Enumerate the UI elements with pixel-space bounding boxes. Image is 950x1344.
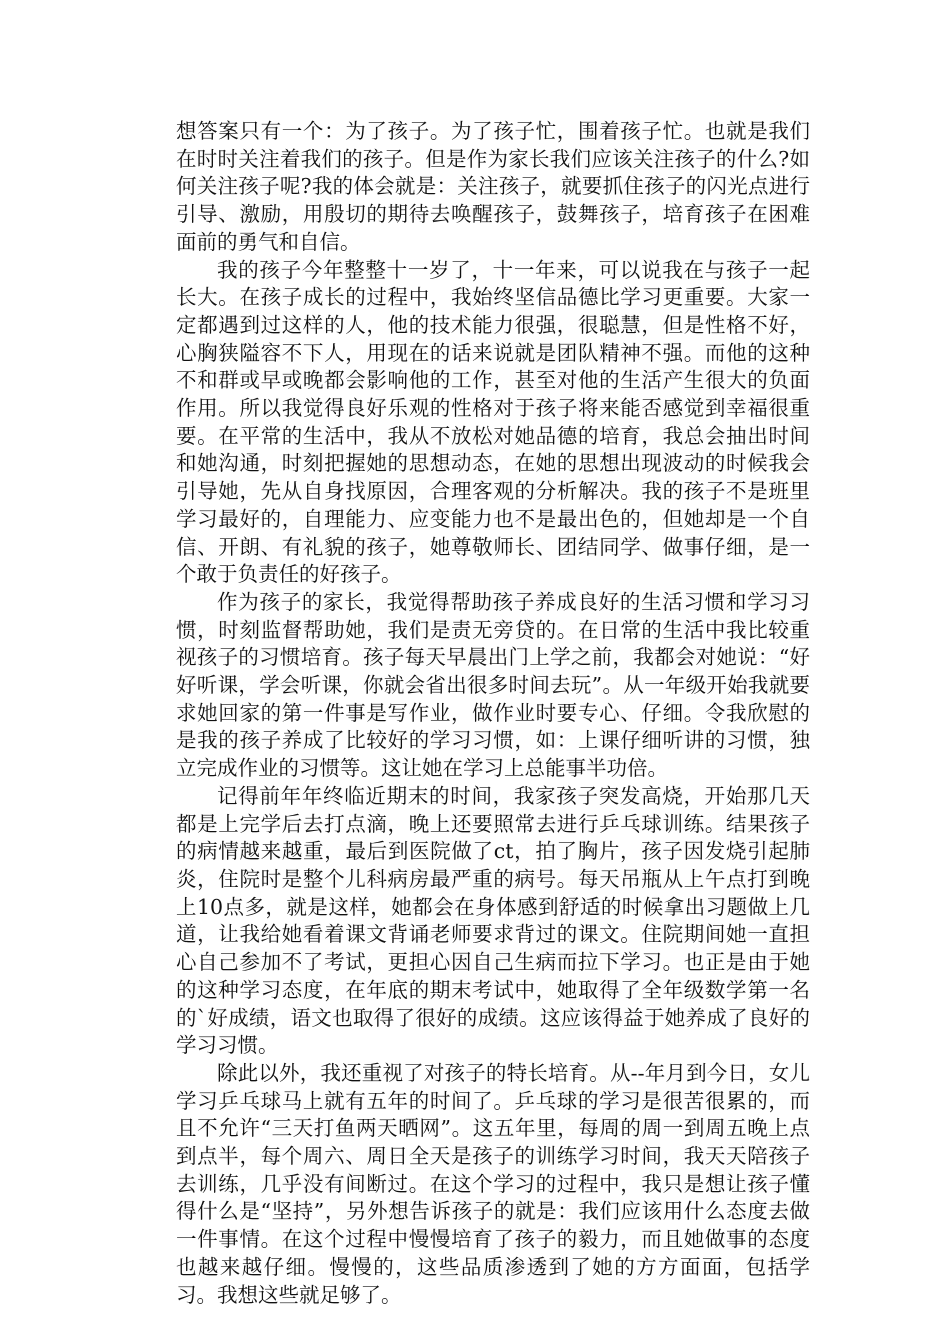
paragraph-1: 想答案只有一个：为了孩子。为了孩子忙，围着孩子忙。也就是我们在时时关注着我们的孩子。但是作为家长我们应该关注孩子的什么?如何关注孩子呢?我的体会就是：关注孩子，就要抓住孩子的闪光点进行引导、激励，用殷切的期待去唤醒孩子，鼓舞孩子，培育孩子在困难面前的勇气和自信。 <box>176 119 810 254</box>
document-body <box>176 118 810 1309</box>
paragraph-4: 记得前年年终临近期末的时间，我家孩子突发高烧，开始那几天都是上完学后去打点滴，晚上还要照常去进行乒乓球训练。结果孩子的病情越来越重，最后到医院做了ct，拍了胸片，孩子因发烧引起肺炎，住院时是整个儿科病房最严重的病号。每天吊瓶从上午点打到晚上10点多，就是这样，她都会在身体感到舒适的时候拿出习题做上几道，让我给她看着课文背诵老师要求背过的课文。住院期间她一直担心自己参加不了考试，更担心因自己生病而拉下学习。也正是由于她的这种学习态度，在年底的期末考试中，她取得了全年级数学第一名的`好成绩，语文也取得了很好的成绩。这应该得益于她养成了良好的学习习惯。 <box>176 783 810 1058</box>
paragraph-3: 作为孩子的家长，我觉得帮助孩子养成良好的生活习惯和学习习惯，时刻监督帮助她，我们是责无旁贷的。在日常的生活中我比较重视孩子的习惯培育。孩子每天早晨出门上学之前，我都会对她说：“好好听课，学会听课，你就会省出很多时间去玩”。从一年级开始我就要求她回家的第一件事是写作业，做作业时要专心、仔细。令我欣慰的是我的孩子养成了比较好的学习习惯，如：上课仔细听讲的习惯，独立完成作业的习惯等。这让她在学习上总能事半功倍。 <box>176 589 810 781</box>
paragraph-2: 我的孩子今年整整十一岁了，十一年来，可以说我在与孩子一起长大。在孩子成长的过程中，我始终坚信品德比学习更重要。大家一定都遇到过这样的人，他的技术能力很强，很聪慧，但是性格不好，心胸狭隘容不下人，用现在的话来说就是团队精神不强。而他的这种不和群或早或晚都会影响他的工作，甚至对他的生活产生很大的负面作用。所以我觉得良好乐观的性格对于孩子将来能否感觉到幸福很重要。在平常的生活中，我从不放松对她品德的培育，我总会抽出时间和她沟通，时刻把握她的思想动态，在她的思想出现波动的时候我会引导她，先从自身找原因，合理客观的分析解决。我的孩子不是班里学习最好的，自理能力、应变能力也不是最出色的，但她却是一个自信、开朗、有礼貌的孩子，她尊敬师长、团结同学、做事仔细，是一个敢于负责任的好孩子。 <box>176 257 810 587</box>
paragraph-5: 除此以外，我还重视了对孩子的特长培育。从--年月到今日，女儿学习乒乓球马上就有五年的时间了。乒乓球的学习是很苦很累的，而且不允许“三天打鱼两天晒网”。这五年里，每周的周一到周五晚上点到点半，每个周六、周日全天是孩子的训练学习时间，我天天陪孩子去训练，几乎没有间断过。在这个学习的过程中，我只是想让孩子懂得什么是“坚持”，另外想告诉孩子的就是：我们应该用什么态度去做一件事情。在这个过程中慢慢培育了孩子的毅力，而且她做事的态度也越来越仔细。慢慢的，这些品质渗透到了她的方方面面，包括学习。我想这些就足够了。 <box>176 1060 810 1307</box>
